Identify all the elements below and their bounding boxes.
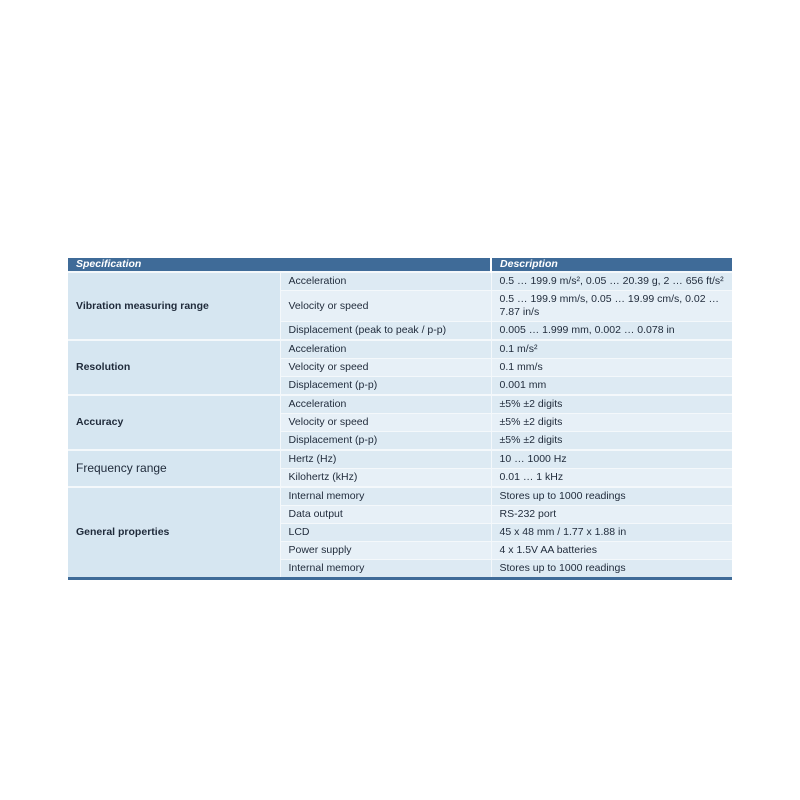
- table-row: [68, 340, 732, 359]
- header-description: Description: [491, 258, 732, 272]
- specification-table: [68, 258, 732, 577]
- description-cell: Stores up to 1000 readings: [491, 487, 732, 506]
- table-row: [68, 487, 732, 506]
- description-cell: 10 … 1000 Hz: [491, 450, 732, 469]
- description-cell: 0.001 mm: [491, 377, 732, 396]
- description-cell: 0.1 m/s²: [491, 340, 732, 359]
- description-cell: RS-232 port: [491, 506, 732, 524]
- parameter-cell: Data output: [280, 506, 491, 524]
- group-label: General properties: [68, 487, 280, 577]
- parameter-cell: Velocity or speed: [280, 414, 491, 432]
- table-row: [68, 450, 732, 469]
- parameter-cell: Velocity or speed: [280, 359, 491, 377]
- parameter-cell: Acceleration: [280, 395, 491, 414]
- description-cell: 0.1 mm/s: [491, 359, 732, 377]
- description-cell: 0.005 … 1.999 mm, 0.002 … 0.078 in: [491, 322, 732, 341]
- parameter-cell: Acceleration: [280, 272, 491, 291]
- description-cell: 0.5 … 199.9 m/s², 0.05 … 20.39 g, 2 … 656 ft/s²: [491, 272, 732, 291]
- group-label: Vibration measuring range: [68, 272, 280, 340]
- parameter-cell: Velocity or speed: [280, 291, 491, 322]
- table-bottom-rule: [68, 577, 732, 580]
- parameter-cell: Internal memory: [280, 560, 491, 578]
- table-row: [68, 272, 732, 291]
- group-label: Frequency range: [68, 450, 280, 487]
- header-specification: Specification: [68, 258, 491, 272]
- parameter-cell: Internal memory: [280, 487, 491, 506]
- parameter-cell: Power supply: [280, 542, 491, 560]
- group-label: Accuracy: [68, 395, 280, 450]
- parameter-cell: LCD: [280, 524, 491, 542]
- table-header-row: [68, 258, 732, 272]
- group-label: Resolution: [68, 340, 280, 395]
- parameter-cell: Acceleration: [280, 340, 491, 359]
- parameter-cell: Kilohertz (kHz): [280, 469, 491, 488]
- parameter-cell: Hertz (Hz): [280, 450, 491, 469]
- table-row: [68, 395, 732, 414]
- description-cell: 0.01 … 1 kHz: [491, 469, 732, 488]
- description-cell: ±5% ±2 digits: [491, 414, 732, 432]
- description-cell: 4 x 1.5V AA batteries: [491, 542, 732, 560]
- table-body: [68, 272, 732, 577]
- description-cell: ±5% ±2 digits: [491, 432, 732, 451]
- parameter-cell: Displacement (p-p): [280, 432, 491, 451]
- parameter-cell: Displacement (p-p): [280, 377, 491, 396]
- description-cell: 45 x 48 mm / 1.77 x 1.88 in: [491, 524, 732, 542]
- description-cell: Stores up to 1000 readings: [491, 560, 732, 578]
- description-cell: ±5% ±2 digits: [491, 395, 732, 414]
- parameter-cell: Displacement (peak to peak / p-p): [280, 322, 491, 341]
- description-cell: 0.5 … 199.9 mm/s, 0.05 … 19.99 cm/s, 0.02 … 7.87 in/s: [491, 291, 732, 322]
